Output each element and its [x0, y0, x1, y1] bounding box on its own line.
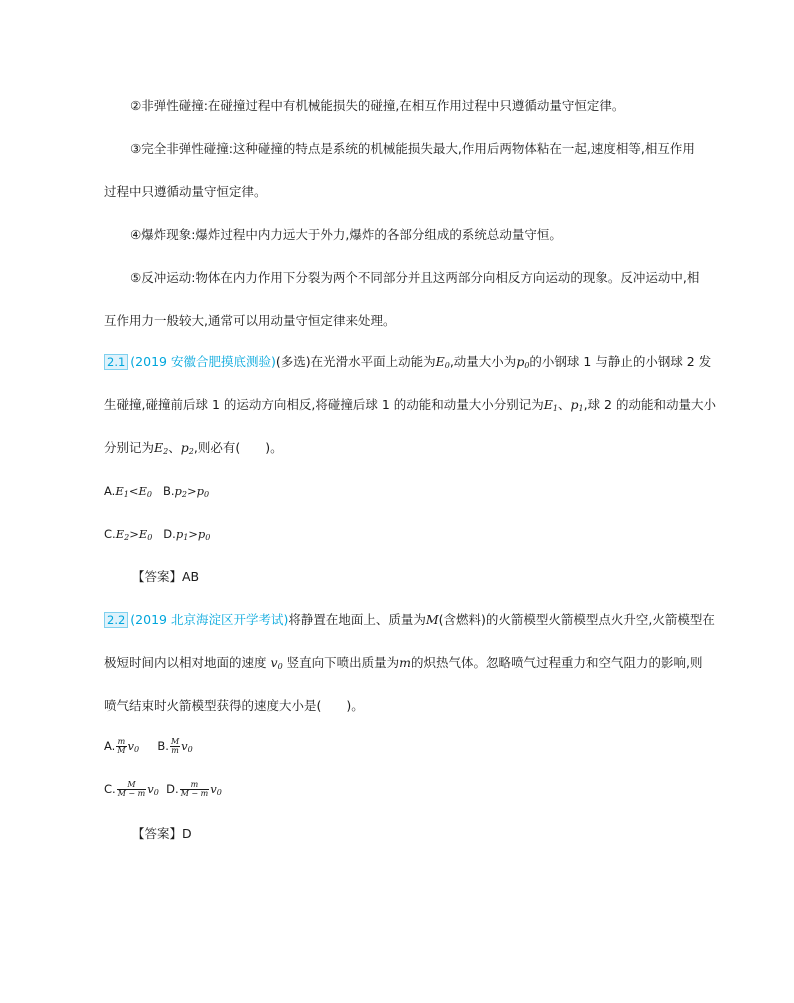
- var-E0: $E_0$: [435, 354, 450, 370]
- option-d-label: D.: [166, 782, 179, 796]
- option-c-v0: $v_0$: [147, 782, 159, 797]
- var-E1: $E_1$: [543, 397, 558, 413]
- paragraph-perfectly-inelastic-2: 过程中只遵循动量守恒定律。: [104, 184, 267, 199]
- var-E2: $E_2$: [154, 440, 169, 456]
- option-d-v0: $v_0$: [210, 782, 222, 797]
- q1-text: 生碰撞,碰撞前后球 1 的运动方向相反,将碰撞后球 1 的动能和动量大小分别记为: [104, 397, 544, 412]
- option-d-label: D.: [163, 527, 176, 541]
- var-p2: $p_2$: [180, 440, 194, 456]
- question-2-1-options-cd: [104, 526, 210, 546]
- option-c-expr: $E_2>E_0$: [115, 527, 153, 542]
- question-2-1-line-3: 分别记为$E_2$、$p_2$,则必有( )。: [104, 440, 283, 456]
- option-d-fraction: $\frac{m}{M - m}$: [180, 780, 209, 798]
- option-b-v0: $v_0$: [181, 739, 193, 754]
- q2-text: 将静置在地面上、质量为: [288, 612, 426, 627]
- question-2-2-options-cd: [104, 781, 222, 801]
- option-a-fraction: $\frac{m}{M}$: [117, 737, 126, 755]
- option-d-expr: $p_1>p_0$: [175, 527, 211, 542]
- paragraph-inelastic-collision: ②非弹性碰撞:在碰撞过程中有机械能损失的碰撞,在相互作用过程中只遵循动量守恒定律。: [130, 98, 625, 113]
- question-2-1-line-1: [104, 354, 711, 374]
- q2-text: 极短时间内以相对地面的速度: [104, 655, 267, 670]
- paragraph-perfectly-inelastic-1: ③完全非弹性碰撞:这种碰撞的特点是系统的机械能损失最大,作用后两物体粘在一起,速度相等,相互作用: [130, 141, 695, 156]
- option-b-expr: $p_2>p_0$: [174, 484, 210, 499]
- question-2-2-line-2: [104, 655, 703, 675]
- var-p0: $p_0$: [516, 354, 530, 370]
- question-2-2-answer: 【答案】D: [132, 826, 192, 841]
- option-a-label: A.: [104, 739, 116, 753]
- q1-text: 分别记为: [104, 440, 155, 455]
- option-b-label: B.: [162, 484, 175, 498]
- question-2-2-options-ab: [104, 738, 193, 758]
- question-2-2-line-3: 喷气结束时火箭模型获得的速度大小是( )。: [104, 698, 364, 713]
- option-c-label: C.: [104, 527, 116, 541]
- q2-text: 竖直向下喷出质量为: [286, 655, 400, 670]
- q2-text: (含燃料)的火箭模型火箭模型点火升空,火箭模型在: [438, 612, 715, 627]
- paragraph-recoil-1: ⑤反冲运动:物体在内力作用下分裂为两个不同部分并且这两部分向相反方向运动的现象。反冲运动中,相: [130, 270, 700, 285]
- question-number-badge: 2.2: [104, 612, 128, 628]
- question-source: (2019 北京海淀区开学考试): [130, 612, 289, 627]
- var-p1: $p_1$: [570, 397, 584, 413]
- var-M: M: [425, 612, 439, 627]
- question-number-badge: 2.1: [104, 354, 128, 370]
- var-v0: $v_0$: [270, 655, 283, 671]
- option-c-fraction: $\frac{M}{M - m}$: [117, 780, 146, 798]
- option-b-label: B.: [157, 739, 169, 753]
- option-b-fraction: $\frac{M}{m}$: [170, 737, 180, 755]
- q1-text: ,则必有( )。: [193, 440, 283, 455]
- q1-text: 的小钢球 1 与静止的小钢球 2 发: [529, 354, 712, 369]
- q1-text: (多选)在光滑水平面上动能为: [275, 354, 436, 369]
- var-m: m: [399, 655, 412, 670]
- q2-text: 的炽热气体。忽略喷气过程重力和空气阻力的影响,则: [411, 655, 703, 670]
- question-2-1-line-2: 生碰撞,碰撞前后球 1 的运动方向相反,将碰撞后球 1 的动能和动量大小分别记为$E_1$、$p_1$,球 2 的动能和动量大小: [104, 397, 716, 413]
- question-source: (2019 安徽合肥摸底测验): [130, 354, 276, 369]
- option-a-v0: $v_0$: [127, 739, 140, 754]
- paragraph-explosion: ④爆炸现象:爆炸过程中内力远大于外力,爆炸的各部分组成的系统总动量守恒。: [130, 227, 562, 242]
- q1-text: ,球 2 的动能和动量大小: [583, 397, 716, 412]
- question-2-2-line-1: [104, 612, 715, 628]
- option-a-expr: $E_1<E_0$: [115, 484, 152, 499]
- paragraph-recoil-2: 互作用力一般较大,通常可以用动量守恒定律来处理。: [104, 313, 396, 328]
- option-a-label: A.: [104, 484, 116, 498]
- question-2-1-options-ab: [104, 483, 209, 503]
- q1-text: ,动量大小为: [449, 354, 517, 369]
- question-2-1-answer: 【答案】AB: [132, 569, 200, 584]
- option-c-label: C.: [104, 782, 116, 796]
